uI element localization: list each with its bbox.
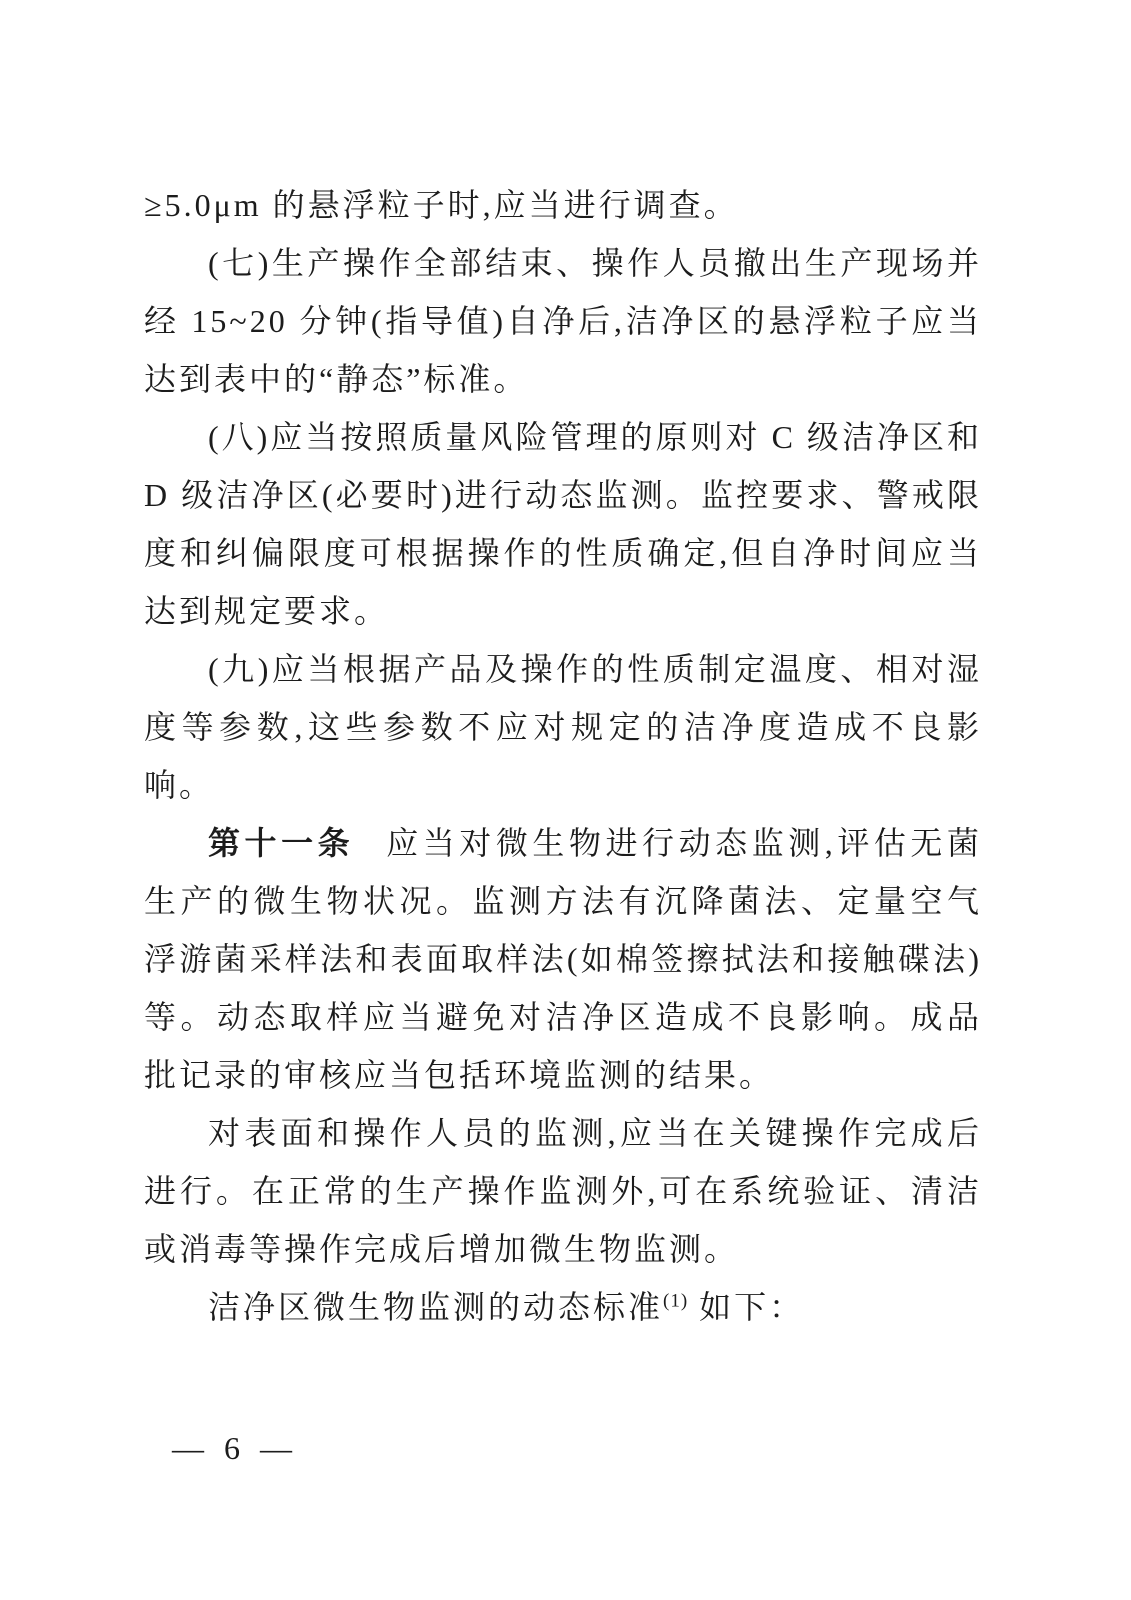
document-body [144, 176, 982, 1336]
paragraph-dynamic-standard-intro [144, 1278, 982, 1336]
paragraph-item-8: (八)应当按照质量风险管理的原则对 C 级洁净区和 D 级洁净区(必要时)进行动态监测。监控要求、警戒限度和纠偏限度可根据操作的性质确定,但自净时间应当达到规定要求。 [144, 419, 982, 629]
dynamic-standard-text-tail: 如下： [688, 1289, 805, 1325]
paragraph-surface-monitoring: 对表面和操作人员的监测,应当在关键操作完成后进行。在正常的生产操作监测外,可在系统验证、清洁或消毒等操作完成后增加微生物监测。 [144, 1115, 982, 1267]
footnote-reference: (1) [663, 1290, 689, 1312]
dynamic-standard-text: 洁净区微生物监测的动态标准 [208, 1289, 664, 1325]
article-11-text: 应当对微生物进行动态监测,评估无菌生产的微生物状况。监测方法有沉降菌法、定量空气浮游菌采样法和表面取样法(如棉签擦拭法和接触碟法)等。动态取样应当避免对洁净区造成不良影响。成品批记录的审核应当包括环境监测的结果。 [144, 825, 982, 1093]
paragraph-continuation: ≥5.0μm 的悬浮粒子时,应当进行调查。 [144, 187, 739, 223]
paragraph-article-11 [144, 814, 982, 1104]
article-number-label: 第十一条 [208, 825, 355, 861]
page-number-footer: — 6 — [172, 1430, 298, 1466]
paragraph-item-9: (九)应当根据产品及操作的性质制定温度、相对湿度等参数,这些参数不应对规定的洁净度造成不良影响。 [144, 651, 982, 803]
paragraph-item-7: (七)生产操作全部结束、操作人员撤出生产现场并经 15~20 分钟(指导值)自净后,洁净区的悬浮粒子应当达到表中的“静态”标准。 [144, 245, 982, 397]
